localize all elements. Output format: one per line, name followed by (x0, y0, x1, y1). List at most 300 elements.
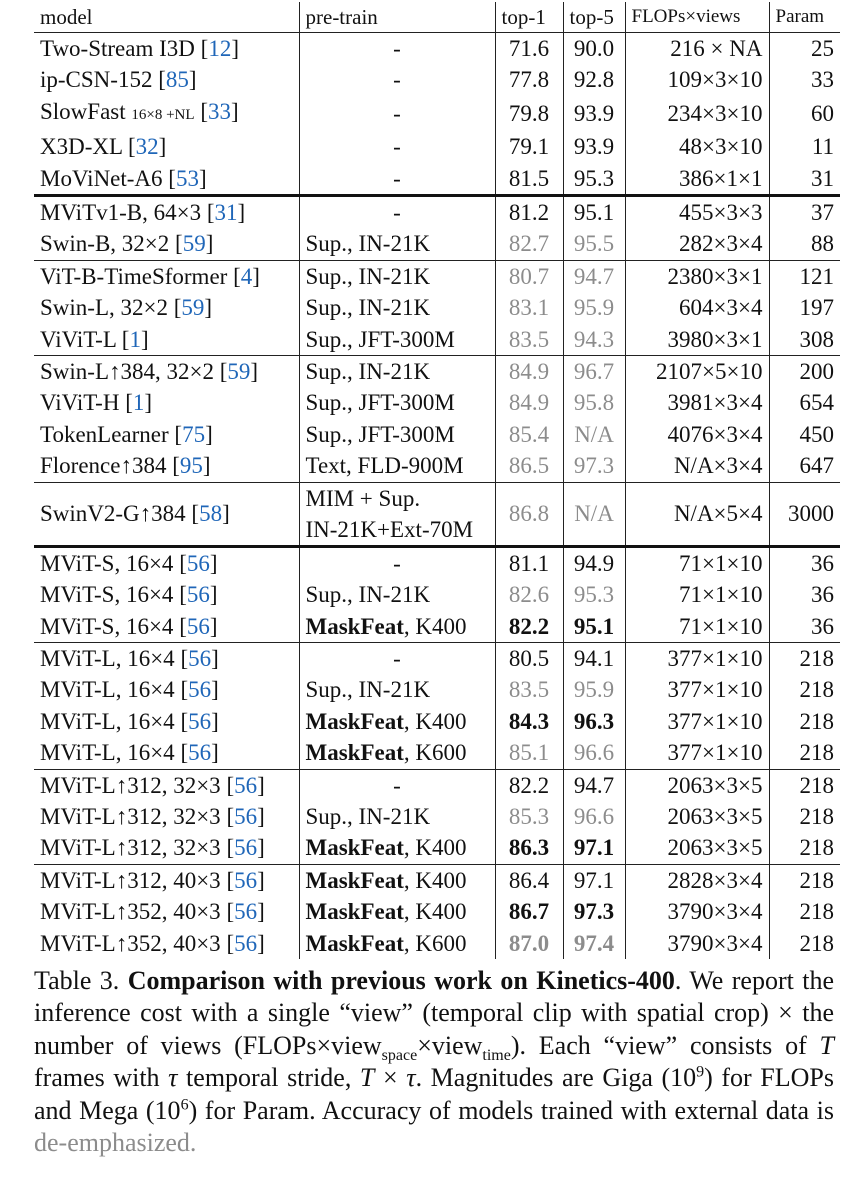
model-cell: TokenLearner [75] (40, 421, 213, 447)
model-config: 16×8 +NL (131, 106, 195, 123)
top1-cell: 81.2 (495, 196, 563, 229)
top5-cell: 94.9 (563, 546, 625, 579)
pretrain-line-2: IN-21K+Ext-70M (305, 516, 474, 542)
citation-ref: 31 (214, 200, 238, 226)
table-row (34, 864, 840, 896)
model-cell: MViT-L, 16×4 [56] (34, 642, 299, 674)
header-top5: top-5 (563, 2, 625, 33)
flops-cell: 377×1×10 (625, 706, 769, 737)
table-row (34, 832, 840, 864)
top5-cell: 97.1 (563, 832, 625, 864)
flops-cell: N/A×5×4 (625, 482, 769, 546)
param-cell: 218 (769, 801, 840, 832)
pretrain-cell (299, 706, 495, 737)
model-cell: ViViT-H [1] (40, 390, 153, 416)
model-cell: MViT-L, 16×4 [56] (40, 740, 219, 766)
top1-cell: 82.2 (495, 769, 563, 801)
table-row (34, 292, 840, 323)
top1-cell: 83.5 (495, 674, 563, 705)
model-cell: MViT-L↑352, 40×3 [56] (40, 899, 265, 925)
pretrain-method: MaskFeat (305, 930, 404, 956)
model-name: X3D-XL (40, 134, 123, 160)
top1-cell: 85.4 (495, 419, 563, 450)
top5-cell: 97.4 (563, 928, 625, 959)
caption-symbol-T: T (819, 1030, 834, 1060)
table-row (34, 706, 840, 737)
flops-cell: 3980×3×1 (625, 324, 769, 356)
top5-cell: 93.9 (563, 131, 625, 162)
param-cell: 37 (769, 196, 840, 229)
model-name: MViT-L, 16×4 (40, 740, 175, 766)
model-name: MViT-S, 16×4 (40, 613, 174, 639)
header-param: Param (769, 2, 840, 33)
model-name: Swin-B, 32×2 (40, 231, 170, 257)
table-row (34, 228, 840, 260)
top1-cell: 82.6 (495, 579, 563, 610)
param-cell: 308 (769, 324, 840, 356)
flops-cell: 2063×3×5 (625, 832, 769, 864)
pretrain-cell (299, 928, 495, 959)
top5-cell: 95.3 (563, 579, 625, 610)
model-name: MViT-L↑312, 32×3 (40, 835, 221, 861)
pretrain-cell: Sup., IN-21K (299, 356, 495, 388)
flops-cell: 71×1×10 (625, 546, 769, 579)
table-row (34, 769, 840, 801)
caption-text-1: . We report the inference cost with a single “view” (temporal clip with spatial crop) × the number of views (FLOPs×view (34, 965, 835, 1060)
citation-ref: 95 (179, 453, 203, 479)
top1-cell: 79.8 (495, 96, 563, 131)
caption-text-5: . Magnitudes are Giga (10 (415, 1063, 697, 1093)
param-cell: 218 (769, 674, 840, 705)
flops-cell: 4076×3×4 (625, 419, 769, 450)
top1-cell: 86.4 (495, 864, 563, 896)
param-cell: 197 (769, 292, 840, 323)
caption-times: × (374, 1063, 407, 1093)
top5-cell: 95.8 (563, 387, 625, 418)
pretrain-dataset: , K400 (403, 708, 467, 734)
pretrain-cell: Sup., IN-21K (299, 801, 495, 832)
caption-title: Comparison with previous work on Kinetics-400 (127, 965, 675, 995)
top1-cell: 86.3 (495, 832, 563, 864)
pretrain-cell: - (299, 196, 495, 229)
table-row (34, 482, 840, 546)
pretrain-dataset: , K400 (403, 867, 467, 893)
pretrain-cell: - (299, 64, 495, 95)
model-cell: X3D-XL [32] (40, 134, 167, 160)
caption-text-2: ). Each “view” consists of (510, 1030, 820, 1060)
caption-demph-word: de-emphasized. (34, 1128, 197, 1157)
param-cell: 218 (769, 896, 840, 927)
param-cell: 200 (769, 356, 840, 388)
top1-cell: 84.3 (495, 706, 563, 737)
top5-cell: 95.9 (563, 674, 625, 705)
pretrain-method: MaskFeat (305, 740, 404, 766)
top1-cell: 81.5 (495, 163, 563, 196)
flops-cell: 455×3×3 (625, 196, 769, 229)
top5-cell: 94.3 (563, 324, 625, 356)
flops-cell: 234×3×10 (625, 96, 769, 131)
caption-symbol-T2: T (359, 1063, 375, 1093)
table-caption (34, 965, 834, 1159)
param-cell: 88 (769, 228, 840, 260)
citation-ref: 53 (175, 165, 199, 191)
param-cell: 647 (769, 450, 840, 482)
top1-cell: 86.7 (495, 896, 563, 927)
caption-exp-6: 6 (180, 1095, 189, 1113)
flops-cell: 48×3×10 (625, 131, 769, 162)
model-cell: Two-Stream I3D [12] (40, 36, 239, 61)
table-row (34, 356, 840, 388)
pretrain-cell: - (299, 33, 495, 65)
flops-cell: 71×1×10 (625, 579, 769, 610)
model-name: MViT-L↑312, 32×3 (40, 772, 221, 798)
top5-cell: 97.3 (563, 896, 625, 927)
pretrain-cell: - (299, 163, 495, 196)
citation-ref: 59 (182, 231, 206, 257)
top5-cell: 90.0 (563, 33, 625, 65)
table-row (34, 419, 840, 450)
param-cell: 218 (769, 737, 840, 769)
top5-cell: 96.7 (563, 356, 625, 388)
citation-ref: 56 (186, 550, 210, 576)
model-cell: MViT-S, 16×4 [56] (40, 582, 218, 608)
flops-cell: 377×1×10 (625, 737, 769, 769)
model-cell: MViTv1-B, 64×3 [31] (34, 196, 299, 229)
model-name: MViT-L↑352, 40×3 (40, 930, 221, 956)
caption-label: Table 3. (34, 965, 120, 995)
pretrain-cell (299, 864, 495, 896)
caption-sub-time: time (482, 1046, 511, 1064)
top1-cell: 82.7 (495, 228, 563, 260)
table-row (34, 131, 840, 162)
top1-cell: 71.6 (495, 33, 563, 65)
citation-ref: 58 (199, 501, 223, 527)
top1-cell: 77.8 (495, 64, 563, 95)
citation-ref: 56 (234, 930, 258, 956)
param-cell: 36 (769, 611, 840, 643)
citation-ref: 12 (208, 36, 232, 61)
pretrain-cell (299, 896, 495, 927)
top5-cell: 93.9 (563, 96, 625, 131)
top1-cell: 83.5 (495, 324, 563, 356)
top5-cell: 96.6 (563, 737, 625, 769)
caption-sub-space: space (381, 1046, 418, 1064)
citation-ref: 1 (132, 390, 145, 416)
table-row (34, 546, 840, 579)
citation-ref: 56 (234, 899, 258, 925)
top1-cell: 84.9 (495, 387, 563, 418)
citation-ref: 56 (186, 613, 210, 639)
flops-cell: 386×1×1 (625, 163, 769, 196)
top1-cell: 83.1 (495, 292, 563, 323)
table-row (34, 674, 840, 705)
table-row (34, 450, 840, 482)
model-name: MViT-L↑312, 40×3 (40, 867, 221, 893)
citation-ref: 56 (188, 677, 212, 703)
pretrain-method: MaskFeat (305, 835, 404, 861)
pretrain-cell: Sup., IN-21K (299, 228, 495, 260)
top5-cell: 96.6 (563, 801, 625, 832)
citation-ref: 85 (165, 67, 189, 93)
model-cell: Swin-L↑384, 32×2 [59] (34, 356, 299, 388)
pretrain-dataset: , K400 (403, 899, 467, 925)
top1-cell: 87.0 (495, 928, 563, 959)
pretrain-cell (299, 482, 495, 546)
top1-cell: 86.5 (495, 450, 563, 482)
model-cell: MViT-S, 16×4 [56] (40, 613, 218, 639)
table-row (34, 324, 840, 356)
flops-cell: 2107×5×10 (625, 356, 769, 388)
pretrain-cell: - (299, 642, 495, 674)
table-row (34, 96, 840, 131)
model-name: MViT-L, 16×4 (40, 645, 175, 671)
model-name: Two-Stream I3D (40, 36, 195, 61)
param-cell: 218 (769, 642, 840, 674)
top5-cell: 95.1 (563, 611, 625, 643)
table-row (34, 579, 840, 610)
model-cell: ViT-B-TimeSformer [4] (34, 260, 299, 292)
pretrain-cell: Sup., IN-21K (299, 260, 495, 292)
citation-ref: 56 (234, 867, 258, 893)
table-row (34, 642, 840, 674)
citation-ref: 56 (234, 835, 258, 861)
pretrain-method: MaskFeat (305, 899, 404, 925)
pretrain-cell (299, 832, 495, 864)
pretrain-cell: Sup., IN-21K (299, 579, 495, 610)
caption-text-7: ) for Param. Accuracy of models trained with external data is (188, 1095, 834, 1125)
table-row (34, 196, 840, 229)
citation-ref: 59 (181, 295, 205, 321)
top5-cell: 95.5 (563, 228, 625, 260)
table-row (34, 163, 840, 196)
citation-ref: 33 (207, 98, 231, 124)
model-cell: MViT-L↑312, 32×3 [56] (34, 769, 299, 801)
flops-cell: 109×3×10 (625, 64, 769, 95)
table-row (34, 260, 840, 292)
model-name: ViT-B-TimeSformer (40, 263, 228, 289)
param-cell: 218 (769, 928, 840, 959)
citation-ref: 75 (182, 421, 206, 447)
param-cell: 3000 (769, 482, 840, 546)
model-cell: Swin-B, 32×2 [59] (40, 231, 214, 257)
param-cell: 33 (769, 64, 840, 95)
param-cell: 218 (769, 832, 840, 864)
top1-cell: 80.5 (495, 642, 563, 674)
caption-symbol-tau: τ (168, 1063, 178, 1093)
param-cell: 31 (769, 163, 840, 196)
header-top1: top-1 (495, 2, 563, 33)
top5-cell: 94.7 (563, 260, 625, 292)
top1-cell: 81.1 (495, 546, 563, 579)
param-cell: 654 (769, 387, 840, 418)
param-cell: 36 (769, 579, 840, 610)
citation-ref: 59 (227, 359, 251, 385)
param-cell: 450 (769, 419, 840, 450)
top5-cell: 96.3 (563, 706, 625, 737)
top1-cell: 80.7 (495, 260, 563, 292)
model-name: MViTv1-B, 64×3 (40, 200, 202, 226)
param-cell: 218 (769, 706, 840, 737)
caption-symbol-tau2: τ (406, 1063, 416, 1093)
citation-ref: 4 (240, 263, 253, 289)
flops-cell: 2063×3×5 (625, 801, 769, 832)
model-cell: MViT-L↑312, 40×3 [56] (34, 864, 299, 896)
table-row (34, 896, 840, 927)
pretrain-dataset: , K400 (403, 835, 467, 861)
flops-cell: 2828×3×4 (625, 864, 769, 896)
flops-cell: 71×1×10 (625, 611, 769, 643)
results-table (34, 2, 840, 959)
pretrain-cell: - (299, 96, 495, 131)
citation-ref: 56 (234, 772, 258, 798)
model-cell: ViViT-L [1] (40, 326, 149, 352)
table-row (34, 611, 840, 643)
model-name: Swin-L, 32×2 (40, 295, 168, 321)
model-name: ViViT-H (40, 390, 120, 416)
model-cell: MViT-L↑352, 40×3 [56] (40, 930, 265, 956)
model-cell: MViT-L↑312, 32×3 [56] (40, 803, 265, 829)
caption-text-3: frames with (34, 1063, 169, 1093)
citation-ref: 56 (188, 708, 212, 734)
pretrain-dataset: , K400 (403, 613, 467, 639)
top5-cell: N/A (563, 482, 625, 546)
model-name: ip-CSN-152 (40, 67, 153, 93)
model-cell: Swin-L, 32×2 [59] (40, 295, 213, 321)
model-name: MoViNet-A6 (40, 165, 163, 191)
header-pretrain: pre-train (299, 2, 495, 33)
model-cell: Florence↑384 [95] (40, 453, 211, 479)
header-model: model (34, 2, 299, 33)
pretrain-method: MaskFeat (305, 708, 404, 734)
flops-cell: 604×3×4 (625, 292, 769, 323)
pretrain-cell: - (299, 131, 495, 162)
top5-cell: 94.1 (563, 642, 625, 674)
param-cell: 25 (769, 33, 840, 65)
model-cell: SwinV2-G↑384 [58] (34, 482, 299, 546)
pretrain-cell: Sup., IN-21K (299, 674, 495, 705)
model-name: MViT-L, 16×4 (40, 708, 175, 734)
model-name: Florence↑384 (40, 453, 167, 479)
model-cell: MViT-L, 16×4 [56] (40, 677, 219, 703)
pretrain-cell (299, 737, 495, 769)
top1-cell: 86.8 (495, 482, 563, 546)
pretrain-cell: Text, FLD-900M (299, 450, 495, 482)
pretrain-line-1: MIM + Sup. (305, 485, 421, 511)
top1-cell: 85.3 (495, 801, 563, 832)
model-cell: MViT-S, 16×4 [56] (34, 546, 299, 579)
pretrain-cell: Sup., JFT-300M (299, 419, 495, 450)
pretrain-method: MaskFeat (305, 613, 404, 639)
model-cell: SlowFast 16×8 +NL [33] (40, 98, 239, 124)
citation-ref: 56 (186, 582, 210, 608)
header-flops: FLOPs×views (625, 2, 769, 33)
model-cell: MoViNet-A6 [53] (40, 165, 207, 191)
model-name: SlowFast (40, 98, 126, 124)
citation-ref: 56 (188, 645, 212, 671)
caption-text-4: temporal stride, (177, 1063, 360, 1093)
citation-ref: 32 (135, 134, 159, 160)
flops-cell: 3790×3×4 (625, 928, 769, 959)
top5-cell: 92.8 (563, 64, 625, 95)
pretrain-cell: Sup., JFT-300M (299, 324, 495, 356)
top1-cell: 84.9 (495, 356, 563, 388)
citation-ref: 56 (188, 740, 212, 766)
pretrain-cell: Sup., JFT-300M (299, 387, 495, 418)
table-figure (34, 2, 840, 1159)
model-name: MViT-L↑312, 32×3 (40, 803, 221, 829)
param-cell: 36 (769, 546, 840, 579)
flops-cell: 377×1×10 (625, 674, 769, 705)
param-cell: 60 (769, 96, 840, 131)
pretrain-cell: Sup., IN-21K (299, 292, 495, 323)
model-name: Swin-L↑384, 32×2 (40, 359, 214, 385)
top1-cell: 85.1 (495, 737, 563, 769)
flops-cell: 2063×3×5 (625, 769, 769, 801)
model-name: SwinV2-G↑384 (40, 501, 186, 527)
model-name: MViT-S, 16×4 (40, 582, 174, 608)
citation-ref: 1 (129, 326, 141, 352)
flops-cell: 2380×3×1 (625, 260, 769, 292)
table-body (34, 33, 840, 959)
flops-cell: 377×1×10 (625, 642, 769, 674)
flops-cell: N/A×3×4 (625, 450, 769, 482)
citation-ref: 56 (234, 803, 258, 829)
table-row (34, 928, 840, 959)
model-name: MViT-L, 16×4 (40, 677, 175, 703)
top5-cell: 94.7 (563, 769, 625, 801)
table-row (34, 33, 840, 65)
table-row (34, 737, 840, 769)
header-row (34, 2, 840, 33)
model-cell: ip-CSN-152 [85] (40, 67, 197, 93)
model-cell: MViT-L, 16×4 [56] (40, 708, 219, 734)
top5-cell: 97.1 (563, 864, 625, 896)
top5-cell: 97.3 (563, 450, 625, 482)
caption-text-6: ) for FLOPs and Mega (10 (34, 1063, 834, 1125)
model-cell: MViT-L↑312, 32×3 [56] (40, 835, 265, 861)
caption-exp-9: 9 (696, 1063, 705, 1081)
caption-text-mid: ×view (417, 1030, 483, 1060)
top1-cell: 79.1 (495, 131, 563, 162)
model-name: ViViT-L (40, 326, 117, 352)
param-cell: 11 (769, 131, 840, 162)
param-cell: 218 (769, 769, 840, 801)
flops-cell: 216 × NA (625, 33, 769, 65)
param-cell: 218 (769, 864, 840, 896)
top5-cell: 95.3 (563, 163, 625, 196)
table-row (34, 801, 840, 832)
table-row (34, 387, 840, 418)
pretrain-cell: - (299, 546, 495, 579)
top5-cell: 95.1 (563, 196, 625, 229)
top1-cell: 82.2 (495, 611, 563, 643)
table-row (34, 64, 840, 95)
pretrain-cell: - (299, 769, 495, 801)
pretrain-dataset: , K600 (403, 930, 467, 956)
param-cell: 121 (769, 260, 840, 292)
pretrain-dataset: , K600 (403, 740, 467, 766)
model-name: MViT-L↑352, 40×3 (40, 899, 221, 925)
model-name: TokenLearner (40, 421, 169, 447)
pretrain-cell (299, 611, 495, 643)
model-name: MViT-S, 16×4 (40, 550, 174, 576)
pretrain-method: MaskFeat (305, 867, 404, 893)
top5-cell: N/A (563, 419, 625, 450)
top5-cell: 95.9 (563, 292, 625, 323)
flops-cell: 282×3×4 (625, 228, 769, 260)
flops-cell: 3981×3×4 (625, 387, 769, 418)
flops-cell: 3790×3×4 (625, 896, 769, 927)
